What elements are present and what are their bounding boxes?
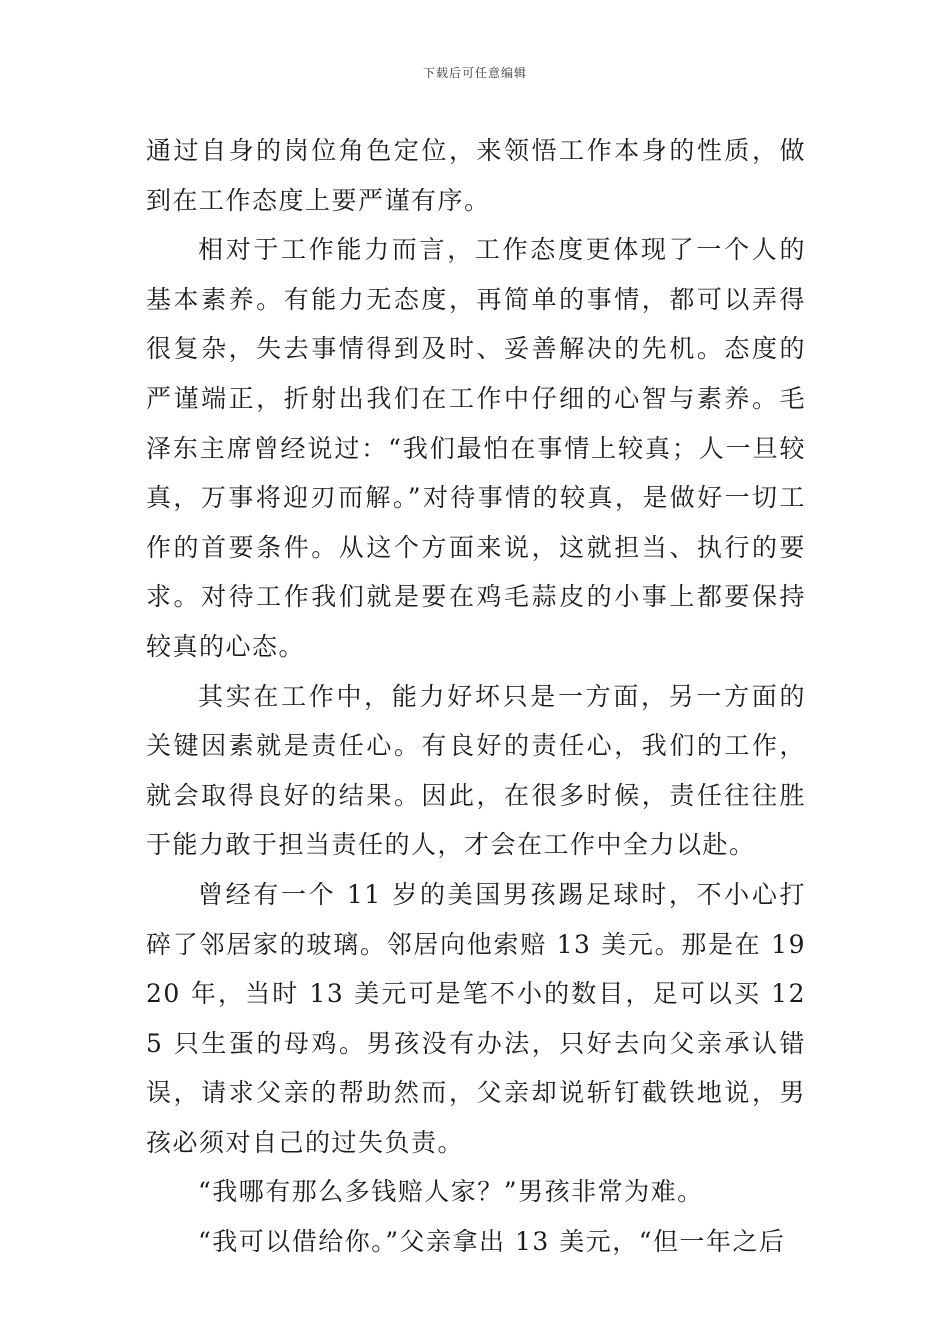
- paragraph-2: 相对于工作能力而言，工作态度更体现了一个人的基本素养。有能力无态度，再简单的事情，都可以弄得很复杂，失去事情得到及时、妥善解决的先机。态度的严谨端正，折射出我们在工作中仔细的心智与素养。毛泽东主席曾经说过：“我们最怕在事情上较真；人一旦较真，万事将迎刃而解。”对待事情的较真，是做好一切工作的首要条件。从这个方面来说，这就担当、执行的要求。对待工作我们就是要在鸡毛蒜皮的小事上都要保持较真的心态。: [146, 235, 806, 661]
- paragraph-1: 通过自身的岗位角色定位，来领悟工作本身的性质，做到在工作态度上要严谨有序。: [146, 136, 806, 215]
- page-header: 下载后可任意编辑: [422, 66, 527, 80]
- paragraph-3: 其实在工作中，能力好坏只是一方面，另一方面的关键因素就是责任心。有良好的责任心，我们的工作，就会取得良好的结果。因此，在很多时候，责任往往胜于能力敢于担当责任的人，才会在工作中全力以赴。: [146, 681, 806, 860]
- paragraph-4: 曾经有一个 11 岁的美国男孩踢足球时，不小心打碎了邻居家的玻璃。邻居向他索赔 13 美元。那是在 1920 年，当时 13 美元可是笔不小的数目，足可以买 125 只生蛋的母鸡。男孩没有办法，只好去向父亲承认错误，请求父亲的帮助然而，父亲却说斩钉截铁地说，男孩必须对自己的过失负责。: [146, 879, 806, 1157]
- paragraph-5: “我哪有那么多钱赔人家？”男孩非常为难。: [198, 1177, 704, 1207]
- document-body: [146, 126, 806, 1267]
- paragraph-6: “我可以借给你。”父亲拿出 13 美元，“但一年之后: [198, 1227, 786, 1257]
